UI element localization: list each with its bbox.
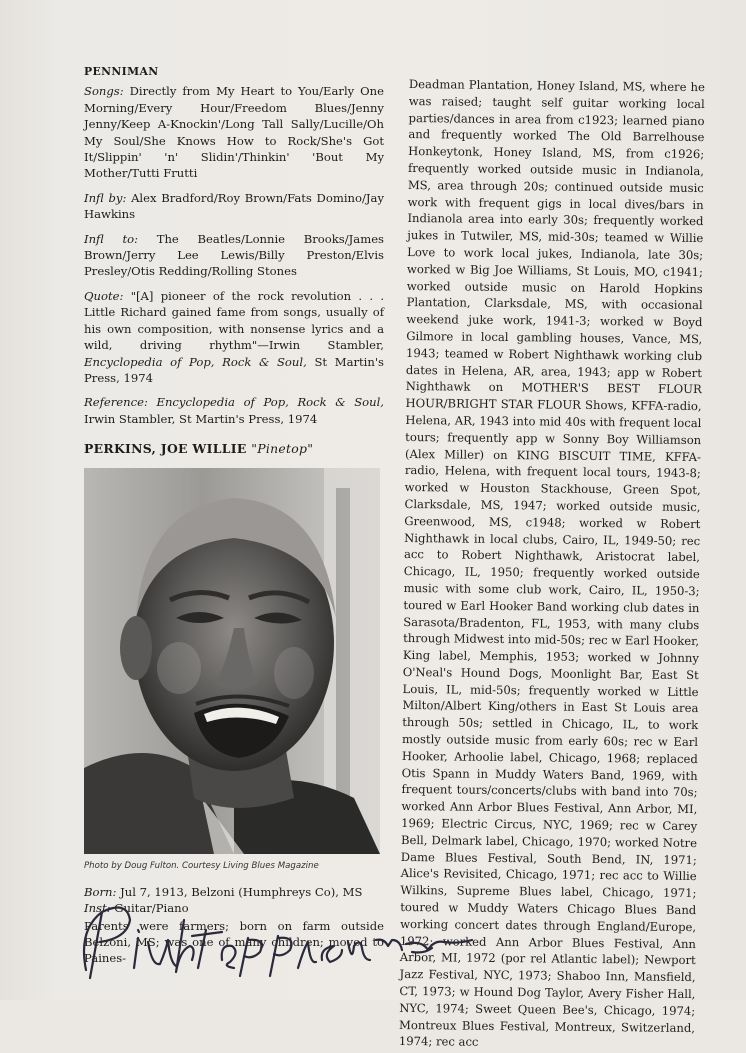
entry-head-penniman: PENNIMAN [84, 65, 159, 78]
portrait-photo [84, 468, 380, 854]
quote-source-title: Encyclopedia of Pop, Rock & Soul, [84, 354, 307, 369]
reference-label: Reference: [84, 395, 148, 410]
quote-source-rest: St Martin's Press, 1974 [84, 354, 384, 385]
reference-rest: Irwin Stambler, St Martin's Press, 1974 [84, 411, 318, 426]
quote-text: "[A] pioneer of the rock revolution . . . Little Richard gained fame from songs, usually of his own composition, with nonsense lyrics and a wild, driving rhythm"—Irwin Stambler, [84, 288, 384, 353]
infl-by-text: Alex Bradford/Roy Brown/Fats Domino/Jay Hawkins [84, 190, 384, 222]
entry-title-name: PERKINS, JOE WILLIE [84, 441, 247, 457]
reference-title: Encyclopedia of Pop, Rock & Soul, [156, 395, 384, 410]
infl-to-label: Infl to: [84, 231, 139, 246]
songs-label: Songs: [84, 84, 124, 99]
left-column [84, 64, 384, 967]
bio-continued: Deadman Plantation, Honey Island, MS, where he was raised; taught self guitar working local parties/dances in area from c1923; learned piano and frequently worked The Old Barrelhouse Honkeytonk, Honey Island, MS, from c1926; frequently worked outside music in Indianola, MS, area through 20s; continued outside music work with frequent gigs in local dives/bars in Indianola area into early 30s; frequently worked jukes in Tutwiler, MS, mid-30s; teamed w Willie Love to work local jukes, Indianola, late 30s; worked w Big Joe Williams, St Louis, MO, c1941; worked outside music on Harold Hopkins Plantation, Clarksdale, MS, with occasional weekend juke work, 1941-3; worked w Boyd Gilmore in local gambling houses, Vance, MS, 1943; teamed w Robert Nighthawk working club dates in Helena, AR, area, 1943; app w Robert Nighthawk on MOTHER'S BEST FLOUR HOUR/BRIGHT STAR FLOUR Shows, KFFA-radio, Helena, AR, 1943 into mid 40s with frequent local tours; frequently app w Sonny Boy Williamson (Alex Miller) on KING BISCUIT TIME, KFFA-radio, Helena, with frequent local tours, 1943-8; worked w Houston Stackhouse, Green Spot, Clarksdale, MS, 1947; worked outside music, Greenwood, MS, c1948; worked w Robert Nighthawk in local clubs, Cairo, IL, 1949-50; rec acc to Robert Nighthawk, Aristocrat label, Chicago, IL, 1950; frequently worked outside music with some club work, Cairo, IL, 1950-3; toured w Earl Hooker Band working club dates in Sarasota/Bradenton, FL, 1953, with many clubs through Midwest into mid-50s; rec w Earl Hooker, King label, Memphis, 1953; worked w Johnny O'Neal's Hound Dogs, Moonlight Bar, East St Louis, IL, mid-50s; frequently worked w Little Milton/Albert King/others in East St Louis area through 50s; settled in Chicago, IL, to work mostly outside music from early 60s; rec w Earl Hooker, Arhoolie label, Chicago, 1968; replaced Otis Spann in Muddy Waters Band, 1969, with frequent tours/concerts/clubs with band into 70s; worked Ann Arbor Blues Festival, Ann Arbor, MI, 1969; Electric Circus, NYC, 1969; rec w Carey Bell, Delmark label, Chicago, 1970; worked Notre Dame Blues Festival, South Bend, IN, 1971; Alice's Revisited, Chicago, 1971; rec acc to Willie Wilkins, Supreme Blues label, Chicago, 1971; toured w Muddy Waters Chicago Blues Band working concert dates through England/Europe, 1972; worked Ann Arbor Blues Festival, Ann Arbor, MI, 1972 (por rel Atlantic label); Newport Jazz Festival, NYC, 1973; Shaboo Inn, Mansfield, CT, 1973; w Hound Dog Taylor, Avery Fisher Hall, NYC, 1974; Sweet Queen Bee's, Chicago, 1974; Montreux Blues Festival, Montreux, Switzerland, 1974; rec acc [398, 76, 705, 1050]
quote-label: Quote: [84, 288, 124, 303]
entry-title-perkins [84, 441, 384, 457]
photo-caption: Photo by Doug Fulton. Courtesy Living Blues Magazine [84, 860, 319, 871]
born-text: Jul 7, 1913, Belzoni (Humphreys Co), MS [120, 884, 363, 899]
songs-field [84, 83, 384, 181]
inst-label: Inst: [84, 900, 111, 915]
signature-drawing [72, 890, 492, 990]
autograph-signature [72, 890, 492, 990]
inst-text: Guitar/Piano [114, 900, 189, 915]
bio-start: Parents were farmers; born on farm outside Belzoni, MS; was one of many children; moved to Paines- [84, 918, 384, 966]
infl-by-label: Infl by: [84, 190, 127, 205]
songs-text: Directly from My Heart to You/Early One Morning/Every Hour/Freedom Blues/Jenny Jenny/Keep A-Knockin'/Long Tall Sally/Lucille/Oh My Soul/She Knows How to Rock/She's Got It/Slippin' 'n' Slidin'/Thinkin' 'Bout My Mother/Tutti Frutti [84, 84, 384, 181]
infl-to-field [84, 231, 384, 280]
infl-to-text: The Beatles/Lonnie Brooks/James Brown/Jerry Lee Lewis/Billy Preston/Elvis Presley/Otis Redding/Rolling Stones [84, 231, 385, 279]
reference-field [84, 394, 384, 427]
born-label: Born: [84, 884, 117, 899]
entry-title-nickname: "Pinetop" [251, 441, 314, 457]
quote-field [84, 288, 384, 386]
portrait-illustration [84, 468, 380, 854]
infl-by-field [84, 190, 384, 223]
